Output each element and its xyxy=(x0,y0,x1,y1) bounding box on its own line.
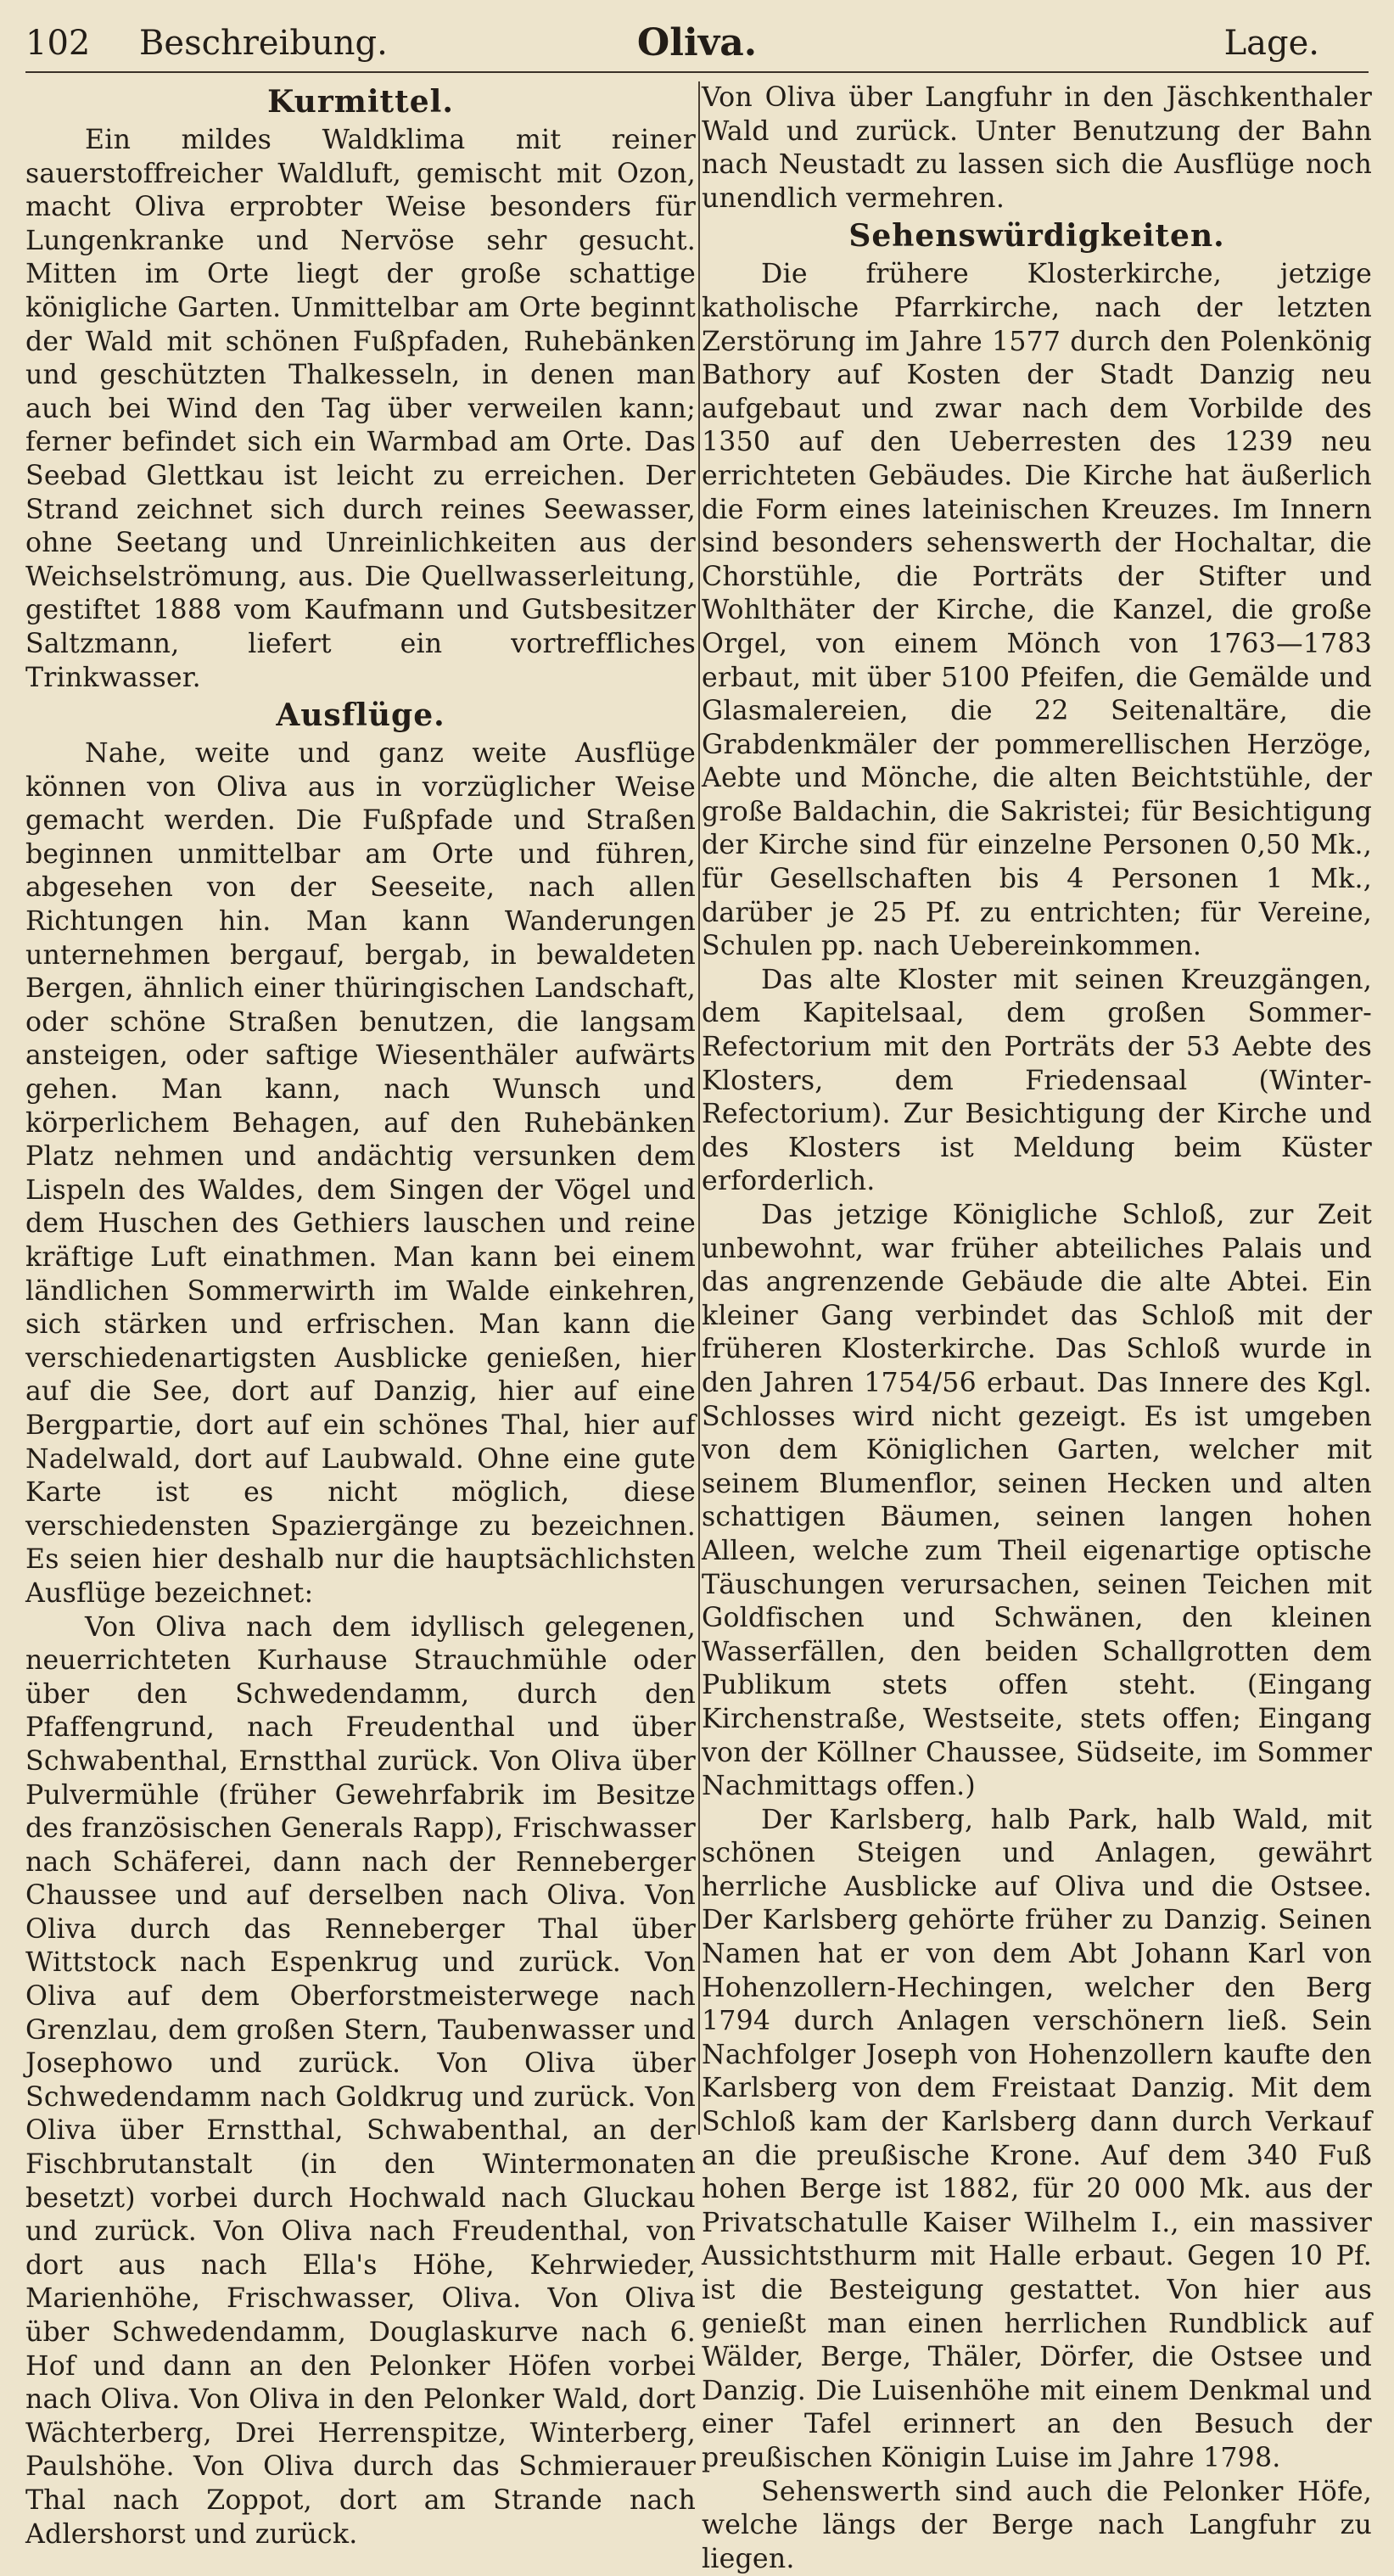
header-place-title: Oliva. xyxy=(636,21,758,64)
paragraph-ausfluege-routes: Von Oliva nach dem idyllisch gelegenen, neuerrichteten Kurhause Strauchmühle oder über den Schwedendamm, durch den Pfaffengrund, nach Freudenthal und über Schwabenthal, Ernstthal zurück. Von Oliva über Pulvermühle (früher Gewehrfabrik im Besitze des französischen Generals Rapp), Frischwasser nach Schäferei, dann nach der Renneberger Chaussee und auf derselben nach Oliva. Von Oliva durch das Renneberger Thal über Wittstock nach Espenkrug und zurück. Von Oliva auf dem Oberforstmeisterwege nach Grenzlau, dem großen Stern, Taubenwasser und Josephowo und zurück. Von Oliva über Schwedendamm nach Goldkrug und zurück. Von Oliva über Ernstthal, Schwabenthal, an der Fischbrutanstalt (in den Wintermonaten besetzt) vorbei durch Hochwald nach Gluckau und zurück. Von Oliva nach Freudenthal, von dort aus nach Ella's Höhe, Kehrwieder, Marienhöhe, Frischwasser, Oliva. Von Oliva über Schwedendamm, Douglaskurve nach 6. Hof und dann an den Pelonker Höfen vorbei nach Oliva. Von Oliva in den Pelonker Wald, dort Wächterberg, Drei Herrenspitze, Winterberg, Paulshöhe. Von Oliva durch das Schmierauer Thal nach Zoppot, dort am Strande nach Adlershorst und zurück. xyxy=(25,1611,696,2550)
header-subsection-title: Lage. xyxy=(1223,24,1319,63)
paragraph-koenigliches-schloss: Das jetzige Königliche Schloß, zur Zeit unbewohnt, war früher abteiliches Palais und das angrenzende Gebäude die alte Abtei. Ein kleiner Gang verbindet das Schloß mit der früheren Klosterkirche. Das Schloß wurde in den Jahren 1754/56 erbaut. Das Innere des Kgl. Schlosses wird nicht gezeigt. Es ist umgeben von dem Königlichen Garten, welcher mit seinem Blumenflor, seinen Hecken und alten schattigen Bäumen, seinen langen hohen Alleen, welche zum Theil eigenartige optische Täuschungen verursachen, seinen Teichen mit Goldfischen und Schwänen, den kleinen Wasserfällen, den beiden Schallgrotten dem Publikum stets offen steht. (Eingang Kirchenstraße, Westseite, stets offen; Eingang von der Köllner Chaussee, Südseite, im Sommer Nachmittags offen.) xyxy=(702,1200,1372,1802)
paragraph-pelonker-hoefe: Sehenswerth sind auch die Pelonker Höfe, welche längs der Berge nach Langfuhr zu liegen. xyxy=(702,2476,1372,2574)
paragraph-altes-kloster: Das alte Kloster mit seinen Kreuzgängen, dem Kapitelsaal, dem großen Sommer-Refectorium mit den Porträts der 53 Aebte des Klosters, dem Friedensaal (Winter-Refectorium). Zur Besichtigung der Kirche und des Klosters ist Meldung beim Küster erforderlich. xyxy=(702,964,1372,1197)
paragraph-klosterkirche: Die frühere Klosterkirche, jetzige katholische Pfarrkirche, nach der letzten Zerstörung im Jahre 1577 durch den Polenkönig Bathory auf Kosten der Stadt Danzig neu aufgebaut und zwar nach dem Vorbilde des 1350 auf den Ueberresten des 1239 neu errichteten Gebäudes. Die Kirche hat äußerlich die Form eines lateinischen Kreuzes. Im Innern sind besonders sehenswerth der Hochaltar, die Chorstühle, die Porträts der Stifter und Wohlthäter der Kirche, die Kanzel, die große Orgel, von einem Mönch von 1763—1783 erbaut, mit über 5100 Pfeifen, die Gemälde und Glasmalereien, die 22 Seitenaltäre, die Grabdenkmäler der pommerellischen Herzöge, Aebte und Mönche, die alten Beichtstühle, der große Baldachin, die Sakristei; für Besichtigung der Kirche sind für einzelne Personen 0,50 Mk., für Gesellschaften bis 4 Personen 1 Mk., darüber je 25 Pf. zu entrichten; für Vereine, Schulen pp. nach Uebereinkommen. xyxy=(702,259,1372,962)
two-column-body xyxy=(25,81,1372,2574)
paragraph-ausfluege-intro: Nahe, weite und ganz weite Ausflüge können von Oliva aus in vorzüglicher Weise gemacht werden. Die Fußpfade und Straßen beginnen unmittelbar am Orte und führen, abgesehen von der Seeseite, nach allen Richtungen hin. Man kann Wanderungen unternehmen bergauf, bergab, in bewaldeten Bergen, ähnlich einer thüringischen Landschaft, oder schöne Straßen benutzen, die langsam ansteigen, oder saftige Wiesenthäler aufwärts gehen. Man kann, nach Wunsch und körperlichem Behagen, auf den Ruhebänken Platz nehmen und andächtig versunken dem Lispeln des Waldes, dem Singen der Vögel und dem Huschen des Gethiers lauschen und reine kräftige Luft einathmen. Man kann bei einem ländlichen Sommerwirth im Walde einkehren, sich stärken und erfrischen. Man kann die verschiedenartigsten Ausblicke genießen, hier auf die See, dort auf Danzig, hier auf eine Bergpartie, dort auf ein schönes Thal, hier auf Nadelwald, dort auf Laubwald. Ohne eine gute Karte ist es nicht möglich, diese verschiedensten Spaziergänge zu bezeichnen. Es seien hier deshalb nur die hauptsächlichsten Ausflüge bezeichnet: xyxy=(25,738,696,1609)
column-divider xyxy=(698,81,700,2135)
running-header xyxy=(25,19,1369,73)
paragraph-kurmittel: Ein mildes Waldklima mit reiner sauerstoffreicher Waldluft, gemischt mit Ozon, macht Oliva erprobter Weise besonders für Lungenkranke und Nervöse sehr gesucht. Mitten im Orte liegt der große schattige königliche Garten. Unmittelbar am Orte beginnt der Wald mit schönen Fußpfaden, Ruhebänken und geschützten Thalkesseln, in denen man auch bei Wind den Tag über verweilen kann; ferner befindet sich ein Warmbad am Orte. Das Seebad Glettkau ist leicht zu erreichen. Der Strand zeichnet sich durch reines Seewasser, ohne Seetang und Unreinlichkeiten aus der Weichselströmung, aus. Die Quellwasserleitung, gestiftet 1888 vom Kaufmann und Gutsbesitzer Saltzmann, liefert ein vortreffliches Trinkwasser. xyxy=(25,125,696,693)
paragraph-ausfluege-continuation: Von Oliva über Langfuhr in den Jäschkenthaler Wald und zurück. Unter Benutzung der Bahn nach Neustadt zu lassen sich die Ausflüge noch unendlich vermehren. xyxy=(702,82,1372,214)
left-column xyxy=(25,81,696,2550)
right-column xyxy=(702,81,1372,2574)
header-section-title: Beschreibung. xyxy=(139,24,388,63)
heading-sehenswuerdigkeiten: Sehenswürdigkeiten. xyxy=(848,218,1225,255)
heading-ausfluege: Ausflüge. xyxy=(276,697,445,734)
paragraph-karlsberg: Der Karlsberg, halb Park, halb Wald, mit schönen Steigen und Anlagen, gewährt herrliche Ausblicke auf Oliva und die Ostsee. Der Karlsberg gehörte früher zu Danzig. Seinen Namen hat er von dem Abt Johann Karl von Hohenzollern-Hechingen, welcher den Berg 1794 durch Anlagen verschönern ließ. Sein Nachfolger Joseph von Hohenzollern kaufte den Karlsberg von dem Freistaat Danzig. Mit dem Schloß kam der Karlsberg dann durch Verkauf an die preußische Krone. Auf dem 340 Fuß hohen Berge ist 1882, für 20 000 Mk. aus der Privatschatulle Kaiser Wilhelm I., ein massiver Aussichtsthurm mit Halle erbaut. Gegen 10 Pf. ist die Besteigung gestattet. Von hier aus genießt man einen herrlichen Rundblick auf Wälder, Berge, Thäler, Dörfer, die Ostsee und Danzig. Die Luisenhöhe mit einem Denkmal und einer Tafel erinnert an den Besuch der preußischen Königin Luise im Jahre 1798. xyxy=(702,1804,1372,2473)
heading-kurmittel: Kurmittel. xyxy=(267,84,454,120)
page-number: 102 xyxy=(25,24,91,63)
